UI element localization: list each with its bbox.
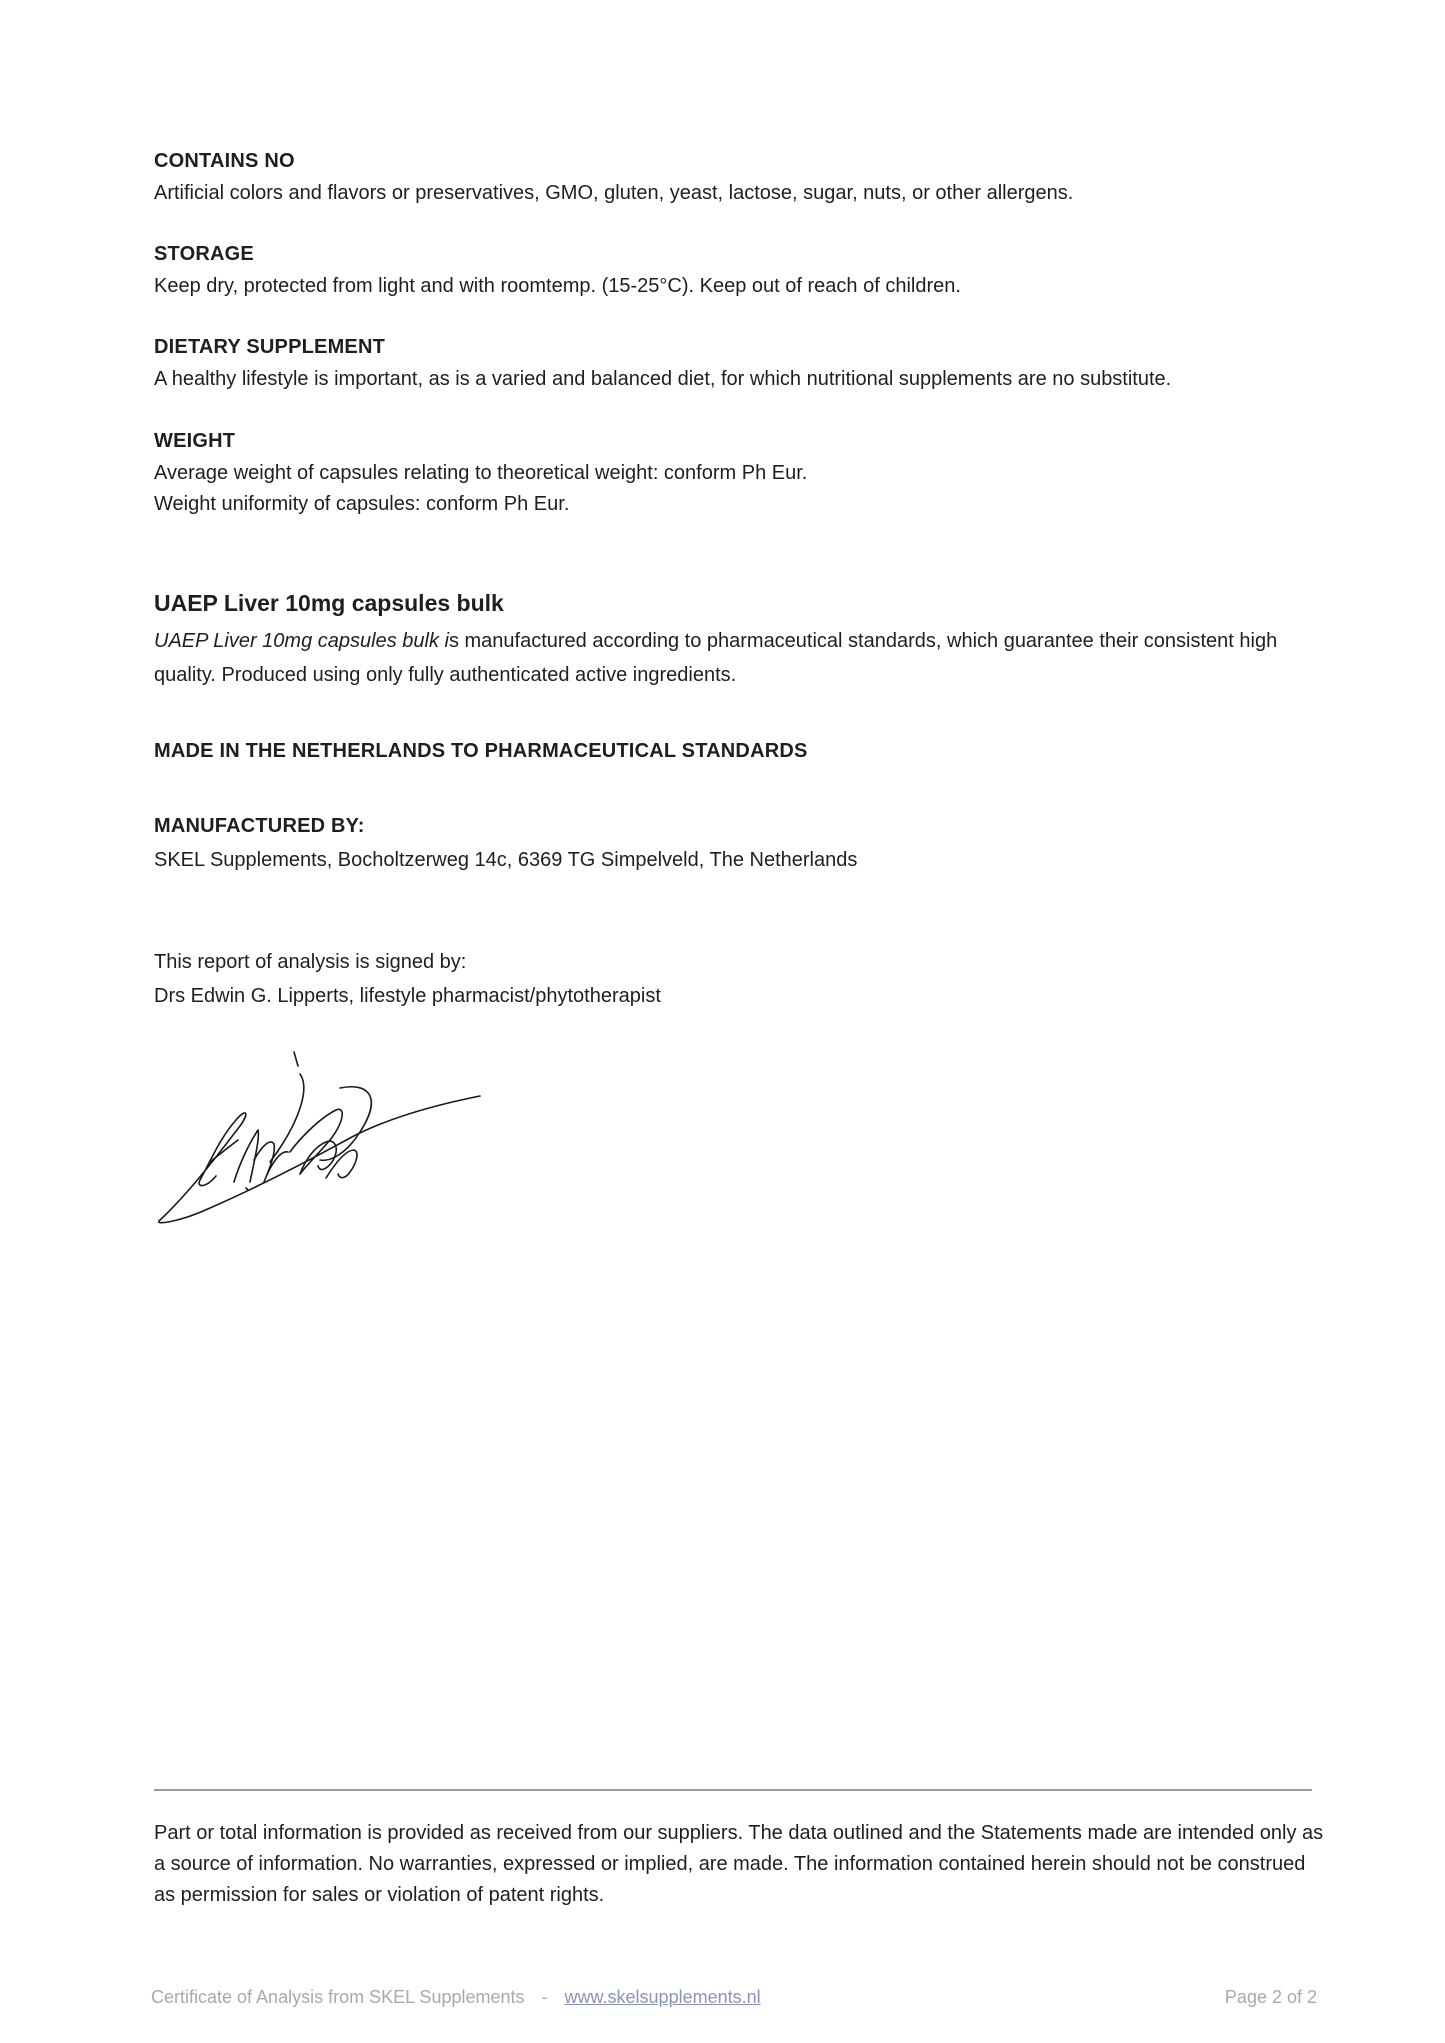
product-description-text: s manufactured according to pharmaceutical standards, which guarantee their consistent high quality. Produced using only fully authenticated active ingredients. [154,630,1278,686]
made-in-heading: MADE IN THE NETHERLANDS TO PHARMACEUTICAL STANDARDS [154,740,808,762]
signed-by-text: This report of analysis is signed by: [154,951,467,973]
product-title: UAEP Liver 10mg capsules bulk [154,590,504,616]
storage-text: Keep dry, protected from light and with roomtemp. (15-25°C). Keep out of reach of children. [154,275,961,297]
storage-heading: STORAGE [154,243,254,265]
contains-no-text: Artificial colors and flavors or preservatives, GMO, gluten, yeast, lactose, sugar, nuts, or other allergens. [154,182,1074,204]
weight-heading: WEIGHT [154,430,236,452]
dietary-supplement-text: A healthy lifestyle is important, as is a varied and balanced diet, for which nutritional supplements are no substitute. [154,368,1172,390]
footer-separator: - [541,1987,548,2007]
product-description [154,624,1314,692]
product-name-italic: UAEP Liver 10mg capsules bulk i [154,630,449,652]
contains-no-heading: CONTAINS NO [154,150,295,172]
manufacturer-address: SKEL Supplements, Bocholtzerweg 14c, 6369 TG Simpelveld, The Netherlands [154,849,858,871]
weight-line-1: Average weight of capsules relating to theoretical weight: conform Ph Eur. [154,462,808,484]
weight-line-2: Weight uniformity of capsules: conform Ph Eur. [154,493,570,515]
footer-website-link[interactable]: www.skelsupplements.nl [564,1987,761,2007]
footer-divider [154,1789,1312,1791]
signatory-name: Drs Edwin G. Lipperts, lifestyle pharmacist/phytotherapist [154,985,661,1007]
disclaimer-text: Part or total information is provided as received from our suppliers. The data outlined and the Statements made are intended only as a source of information. No warranties, expressed or implied, are made. The information contained herein should not be construed as permission for sales or violation of patent rights. [154,1822,1324,1906]
footer-page-number: Page 2 of 2 [1224,1987,1317,2007]
footer-certificate-text [151,1987,761,2008]
footer-left-text: Certificate of Analysis from SKEL Supplements [151,1987,525,2007]
signature-image [150,1042,490,1232]
dietary-supplement-heading: DIETARY SUPPLEMENT [154,336,386,358]
manufactured-by-heading: MANUFACTURED BY: [154,815,365,837]
